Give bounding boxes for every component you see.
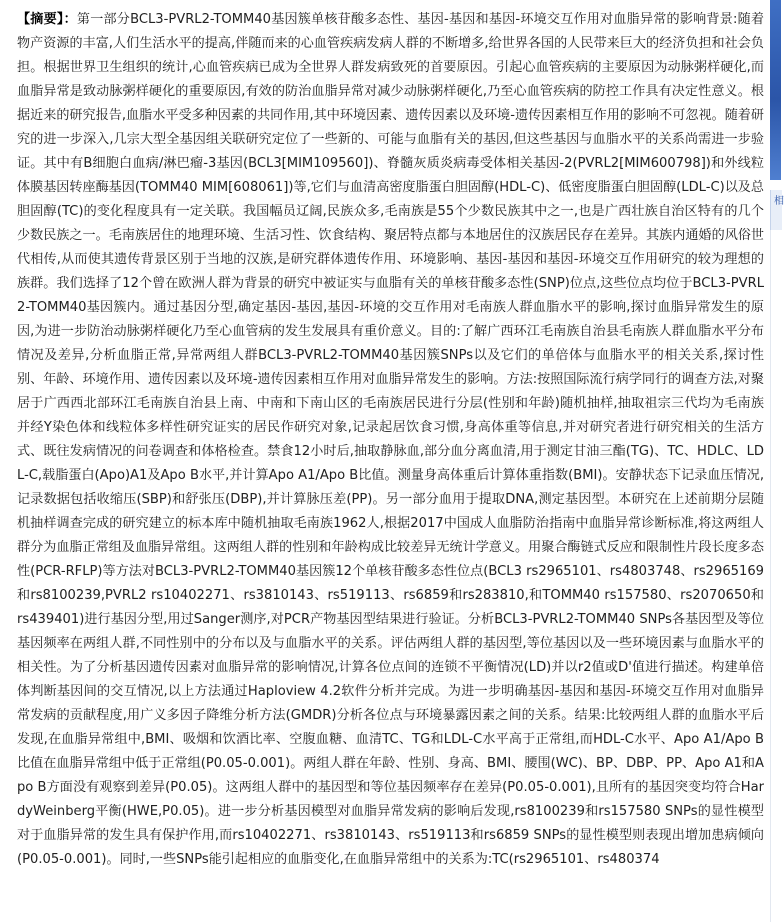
side-tab-label: 相 bbox=[774, 196, 784, 207]
abstract-body: 第一部分BCL3-PVRL2-TOMM40基因簇单核苷酸多态性、基因-基因和基因-环境交互作用对血脂异常的影响背景:随着物产资源的丰富,人们生活水平的提高,伴随而来的心血管疾病发病人群的不断增多,给世界各国的人民带来巨大的经济负担和社会负担。根据世界卫生组织的统计,心血管疾病已成为全世界人群发病致死的首要原因。引起心血管疾病的主要原因为动脉粥样硬化,而血脂异常是致动脉粥样硬化的重要原因,有效的防治血脂异常对减少动脉粥样硬化,乃至心血管疾病的防控工作具有决定性意义。根据近来的研究报告,血脂水平受多种因素的共同作用,其中环境因素、遗传因素以及环境-遗传因素相互作用的影响不可忽视。随着研究的进一步深入,几宗大型全基因组关联研究定位了一些新的、可能与血脂有关的基因,但这些基因与血脂水平的关系尚需进一步验证。其中有B细胞白血病/淋巴瘤-3基因(BCL3[MIM109560])、脊髓灰质炎病毒受体相关基因-2(PVRL2[MIM600798])和外线粒体膜基因转座酶基因(TOMM40 MIM[608061])等,它们与血清高密度脂蛋白胆固醇(HDL-C)、低密度脂蛋白胆固醇(LDL-C)以及总胆固醇(TC)的变化程度具有一定关联。我国幅员辽阔,民族众多,毛南族是55个少数民族其中之一,也是广西壮族自治区特有的几个少数民族之一。毛南族居住的地理环境、生活习性、饮食结构、聚居特点都与本地居住的汉族居民存在差异。其族内通婚的风俗世代相传,从而使其遗传背景区别于当地的汉族,是研究群体遗传作用、环境影响、基因-基因和基因-环境交互作用研究的较为理想的族群。我们选择了12个曾在欧洲人群为背景的研究中被证实与血脂有关的单核苷酸多态性(SNP)位点,这些位点均位于BCL3-PVRL2-TOMM40基因簇内。通过基因分型,确定基因-基因,基因-环境的交互作用对毛南族人群血脂水平的影响,探讨血脂异常发生的原因,为进一步防治动脉粥样硬化乃至心血管病的发生发展具有重价意义。目的:了解广西环江毛南族自治县毛南族人群血脂水平分布情况及差异,分析血脂正常,异常两组人群BCL3-PVRL2-TOMM40基因簇SNPs以及它们的单倍体与血脂水平的相关关系,探讨性别、年龄、环境作用、遗传因素以及环境-遗传因素相互作用对血脂异常发生的影响。方法:按照国际流行病学同行的调查方法,对聚居于广西西北部环江毛南族自治县上南、中南和下南山区的毛南族居民进行分层(性别和年龄)随机抽样,抽取祖宗三代均为毛南族并经Y染色体和线粒体多样性研究证实的居民作研究对象,记录起居饮食习惯,身高体重等信息,并对研究者进行研究相关的生活方式、既往发病情况的问卷调查和体格检查。禁食12小时后,抽取静脉血,部分血分离血清,用于测定甘油三酯(TG)、TC、HDLC、LDL-C,载脂蛋白(Apo)A1及Apo B水平,并计算Apo A1/Apo B比值。测量身高体重后计算体重指数(BMI)。安静状态下记录血压情况,记录数据包括收缩压(SBP)和舒张压(DBP),并计算脉压差(PP)。另一部分血用于提取DNA,测定基因型。本研究在上述前期分层随机抽样调查完成的研究建立的标本库中随机抽取毛南族1962人,根据2017中国成人血脂防治指南中血脂异常诊断标准,将这两组人群分为血脂正常组及血脂异常组。这两组人群的性别和年龄构成比较差异无统计学意义。用聚合酶链式反应和限制性片段长度多态性(PCR-RFLP)等方法对BCL3-PVRL2-TOMM40基因簇12个单核苷酸多态性位点(BCL3 rs2965101、rs4803748、rs2965169和rs8100239,PVRL2 rs10402271、rs3810143、rs519113、rs6859和rs283810,和TOMM40 rs157580、rs2070650和rs439401)进行基因分型,用过Sanger测序,对PCR产物基因型结果进行验证。分析BCL3-PVRL2-TOMM40 SNPs各基因型及等位基因频率在两组人群,不同性别中的分布以及与血脂水平的关系。评估两组人群的基因型,等位基因以及一些环境因素与血脂水平的相关性。为了分析基因遗传因素对血脂异常的影响情况,计算各位点间的连锁不平衡情况(LD)并以r2值或D'值进行描述。构建单倍体判断基因间的交互情况,以上方法通过Haploview 4.2软件分析并完成。为进一步明确基因-基因和基因-环境交互作用对血脂异常发病的贡献程度,用广义多因子降维分析方法(GMDR)分析各位点与环境暴露因素之间的关系。结果:比较两组人群的血脂水平后发现,在血脂异常组中,BMI、吸烟和饮酒比率、空腹血糖、血清TC、TG和LDL-C水平高于正常组,而HDL-C水平、Apo A1/Apo B比值在血脂异常组中低于正常组(P0.05-0.001)。两组人群在年龄、性别、身高、BMI、腰围(WC)、BP、DBP、PP、Apo A1和Apo B方面没有观察到差异(P0.05)。这两组人群中的基因型和等位基因频率存在差异(P0.05-0.001),且所有的基因突变均符合HardyWeinberg平衡(HWE,P0.05)。进一步分析基因模型对血脂异常发病的影响后发现,rs8100239和rs157580 SNPs的显性模型对于血脂异常的发生具有保护作用,而rs10402271、rs3810143、rs519113和rs6859 SNPs的显性模型则表现出增加患病倾向(P0.05-0.001)。同时,一些SNPs能引起相应的血脂变化,在血脂异常组中的关系为:TC(rs2965101、rs480374 bbox=[17, 12, 765, 867]
side-banner[interactable] bbox=[770, 0, 781, 180]
side-divider bbox=[770, 230, 771, 922]
side-tab[interactable] bbox=[770, 190, 782, 230]
side-panel bbox=[768, 0, 784, 922]
abstract-label: 【摘要】： bbox=[17, 12, 77, 27]
